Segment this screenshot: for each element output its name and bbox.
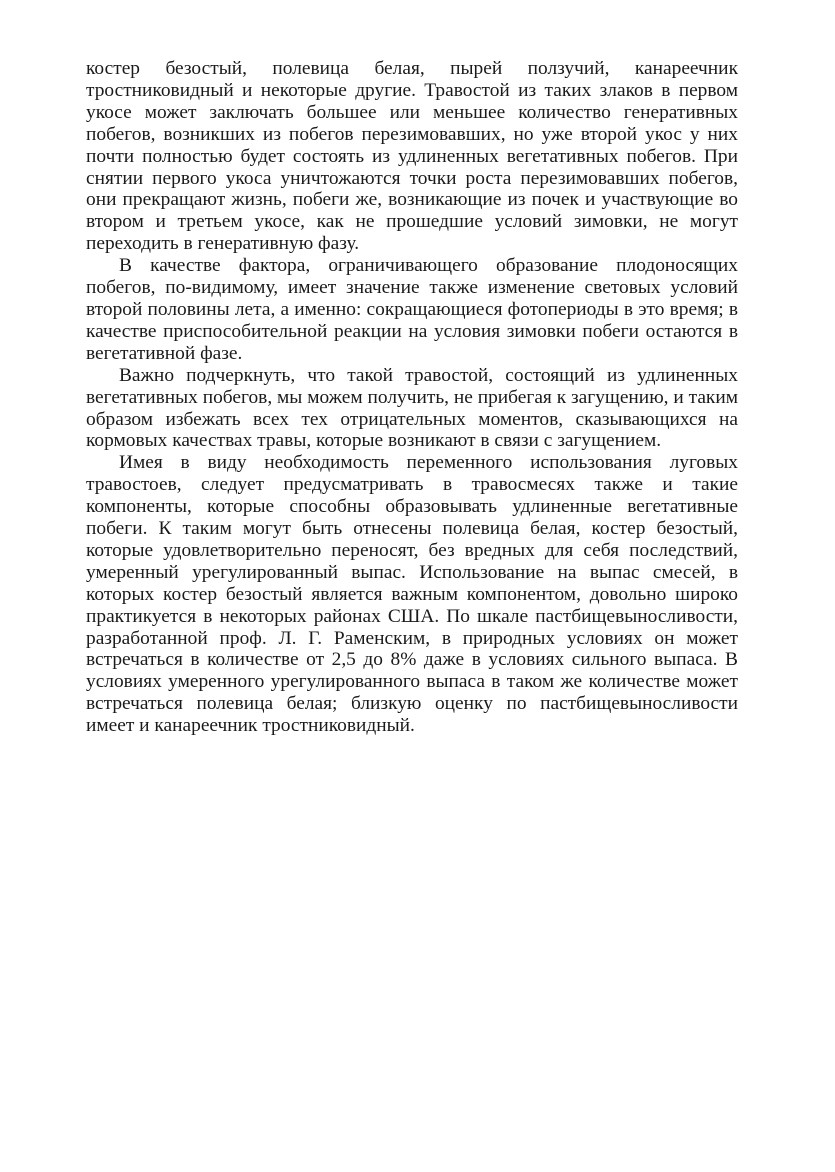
paragraph-1: костер безостый, полевица белая, пырей ползучий, канареечник тростниковидный и некоторые другие. Травостой из таких злаков в первом укосе может заключать большее или меньшее количество генеративных побегов, возникших из побегов перезимовавших, но уже второй укос у них почти полностью будет состоять из удлиненных вегетативных побегов. При снятии первого укоса уничтожаются точки роста перезимовавших побегов, они прекращают жизнь, побеги же, возникающие из почек и участвующие во втором и третьем укосе, как не прошедшие условий зимовки, не могут переходить в генеративную фазу. <box>86 58 738 255</box>
paragraph-4: Имея в виду необходимость переменного использования луговых травостоев, следует предусматривать в травосмесях также и такие компоненты, которые способны образовывать удлиненные вегетативные побеги. К таким могут быть отнесены полевица белая, костер безостый, которые удовлетворительно переносят, без вредных для себя последствий, умеренный урегулированный выпас. Использование на выпас смесей, в которых костер безостый является важным компонентом, довольно широко практикуется в некоторых районах США. По шкале пастбищевыносливости, разработанной проф. Л. Г. Раменским, в природных условиях он может встречаться в количестве от 2,5 до 8% даже в условиях сильного выпаса. В условиях умеренного урегулированного выпаса в таком же количестве может встречаться полевица белая; близкую оценку по пастбищевыносливости имеет и канареечник тростниковидный. <box>86 452 738 737</box>
document-page <box>86 58 738 737</box>
paragraph-3: Важно подчеркнуть, что такой травостой, состоящий из удлиненных вегетативных побегов, мы можем получить, не прибегая к загущению, и таким образом избежать всех тех отрицательных моментов, сказывающихся на кормовых качествах травы, которые возникают в связи с загущением. <box>86 364 738 452</box>
paragraph-2: В качестве фактора, ограничивающего образование плодоносящих побегов, по-видимому, имеет значение также изменение световых условий второй половины лета, а именно: сокращающиеся фотопериоды в это время; в качестве приспособительной реакции на условия зимовки побеги остаются в вегетативной фазе. <box>86 255 738 364</box>
